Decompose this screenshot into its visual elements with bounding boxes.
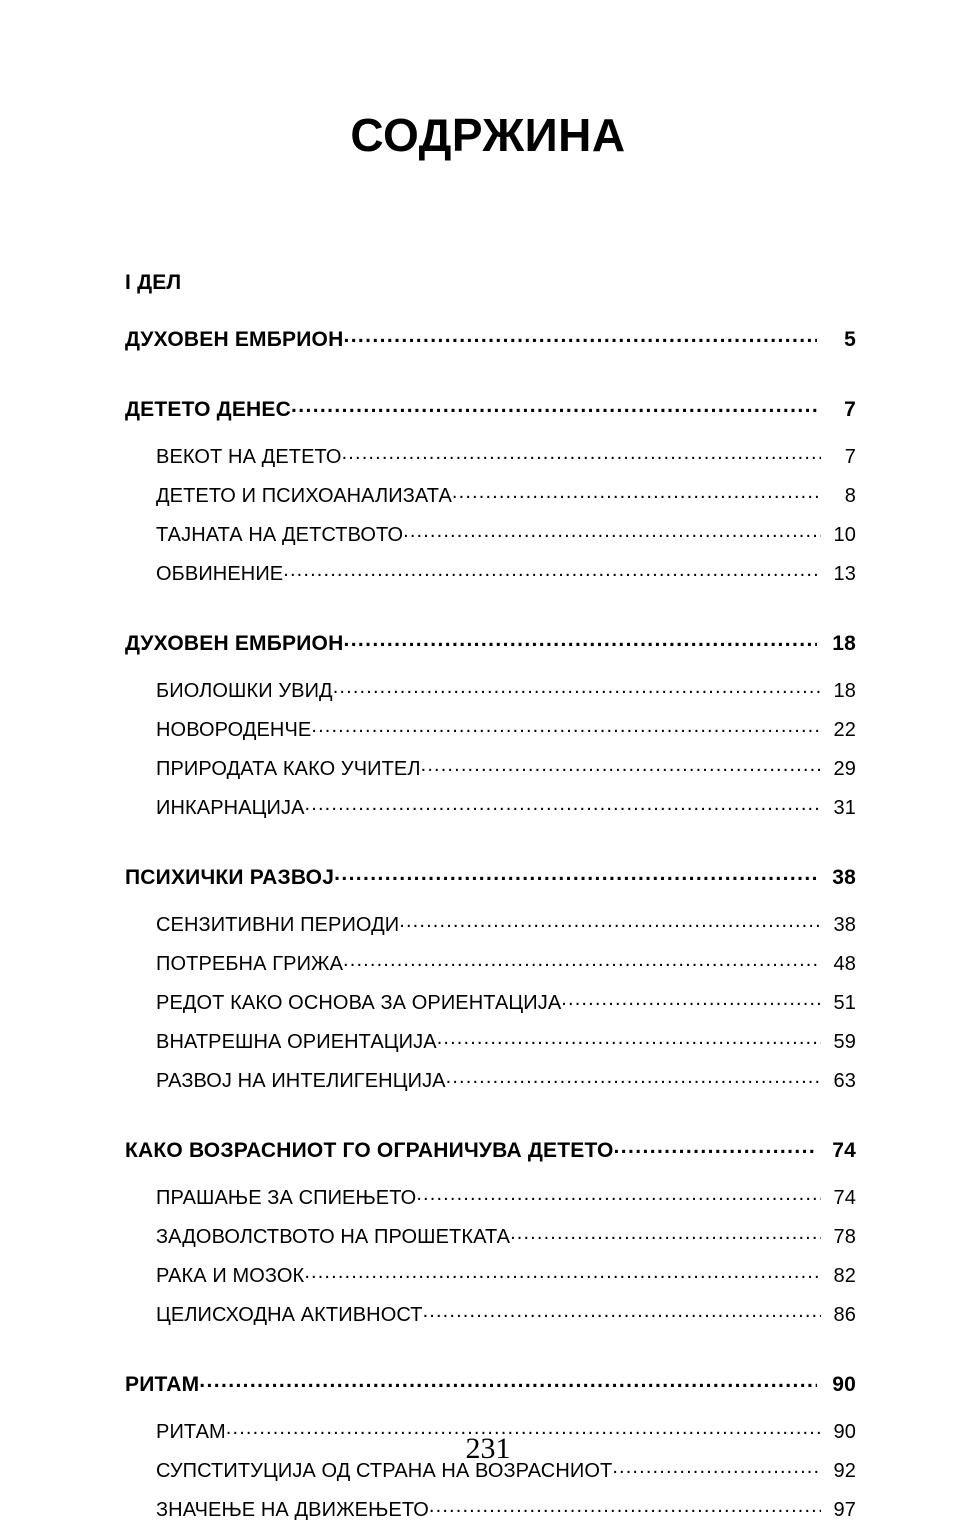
- toc-entry-page-number: 13: [833, 563, 856, 585]
- toc-entry-page-number: 5: [844, 328, 856, 351]
- dot-leader: [199, 1370, 817, 1391]
- toc-entry-label: РАКА И МОЗОК: [156, 1265, 305, 1287]
- toc-chapter-row[interactable]: [125, 629, 856, 654]
- toc-entry-page-number: 7: [844, 398, 856, 421]
- toc-entry-label: СЕНЗИТИВНИ ПЕРИОДИ: [156, 914, 400, 936]
- section-spacer: [125, 350, 856, 395]
- dot-leader: [446, 1067, 821, 1087]
- toc-entry-label: РЕДОТ КАКО ОСНОВА ЗА ОРИЕНТАЦИЈА: [156, 992, 562, 1014]
- dot-leader: [334, 863, 817, 884]
- toc-entry-page-number: 38: [833, 914, 856, 936]
- toc-entry-page-number: 7: [844, 446, 856, 468]
- page-title: СОДРЖИНА: [350, 109, 626, 161]
- dot-leader: [304, 1262, 821, 1282]
- toc-entry-label: БИОЛОШКИ УВИД: [156, 680, 333, 702]
- dot-leader: [561, 989, 821, 1009]
- section-spacer: [125, 888, 856, 911]
- dot-leader: [342, 443, 821, 463]
- toc-entry-page-number: 78: [833, 1226, 856, 1248]
- toc-section-row[interactable]: [156, 1067, 856, 1091]
- toc-section-row[interactable]: [156, 1184, 856, 1208]
- toc-chapter-row[interactable]: [125, 1370, 856, 1395]
- dot-leader: [403, 521, 821, 541]
- dot-leader: [416, 1184, 821, 1204]
- toc-entry-label: ВЕКОТ НА ДЕТЕТО: [156, 446, 342, 468]
- toc-entry-page-number: 18: [832, 632, 856, 655]
- dot-leader: [429, 1496, 821, 1516]
- dot-leader: [343, 325, 817, 346]
- section-spacer: [125, 420, 856, 443]
- toc-entry-page-number: 74: [833, 1187, 856, 1209]
- toc-section-row[interactable]: [156, 1028, 856, 1052]
- dot-leader: [423, 1301, 821, 1321]
- toc-entry-label: ЗНАЧЕЊЕ НА ДВИЖЕЊЕТО: [156, 1499, 429, 1521]
- toc-section-row[interactable]: [156, 521, 856, 545]
- toc-entry-page-number: 22: [833, 719, 856, 741]
- toc-section-row[interactable]: [156, 794, 856, 818]
- toc-entry-page-number: 59: [833, 1031, 856, 1053]
- toc-list: [125, 272, 856, 1520]
- toc-entry-page-number: 74: [832, 1139, 856, 1162]
- toc-entry-label: РИТАМ: [125, 1373, 200, 1396]
- dot-leader: [614, 1136, 817, 1157]
- dot-leader: [437, 1028, 821, 1048]
- toc-entry-label: РАЗВОЈ НА ИНТЕЛИГЕНЦИЈА: [156, 1070, 446, 1092]
- toc-entry-page-number: 29: [833, 758, 856, 780]
- toc-section-row[interactable]: [156, 1223, 856, 1247]
- toc-entry-page-number: 90: [832, 1373, 856, 1396]
- toc-section-row[interactable]: [156, 560, 856, 584]
- dot-leader: [291, 395, 817, 416]
- toc-section-row[interactable]: [156, 716, 856, 740]
- dot-leader: [305, 794, 821, 814]
- dot-leader: [343, 950, 821, 970]
- toc-entry-label: ТАЈНАТА НА ДЕТСТВОТО: [156, 524, 404, 546]
- toc-section-row[interactable]: [156, 989, 856, 1013]
- toc-entry-label: ПОТРЕБНА ГРИЖА: [156, 953, 344, 975]
- page-number-footer: 231: [465, 1432, 511, 1465]
- toc-entry-label: ЗАДОВОЛСТВОТО НА ПРОШЕТКАТА: [156, 1226, 511, 1248]
- toc-entry-label: ПСИХИЧКИ РАЗВОЈ: [125, 866, 335, 889]
- toc-section-row[interactable]: [156, 911, 856, 935]
- part-label: I ДЕЛ: [125, 271, 182, 294]
- toc-entry-label: ДЕТЕТО И ПСИХОАНАЛИЗАТА: [156, 485, 452, 507]
- dot-leader: [311, 716, 821, 736]
- dot-leader: [399, 911, 821, 931]
- toc-entry-label: ВНАТРЕШНА ОРИЕНТАЦИЈА: [156, 1031, 437, 1053]
- toc-entry-label: НОВОРОДЕНЧЕ: [156, 719, 312, 741]
- toc-entry-page-number: 10: [833, 524, 856, 546]
- toc-entry-label: РИТАМ: [156, 1421, 226, 1443]
- toc-section-row[interactable]: [156, 755, 856, 779]
- toc-chapter-row[interactable]: [125, 1136, 856, 1161]
- toc-entry-label: ИНКАРНАЦИЈА: [156, 797, 305, 819]
- toc-chapter-row[interactable]: [125, 325, 856, 350]
- toc-entry-page-number: 38: [832, 866, 856, 889]
- toc-entry-page-number: 51: [833, 992, 856, 1014]
- toc-chapter-row[interactable]: [125, 395, 856, 420]
- toc-section-row[interactable]: [156, 1301, 856, 1325]
- section-spacer: [125, 1395, 856, 1418]
- section-spacer: [125, 584, 856, 629]
- toc-section-row[interactable]: [156, 1496, 856, 1520]
- toc-entry-label: ДУХОВЕН ЕМБРИОН: [125, 632, 344, 655]
- section-spacer: [125, 818, 856, 863]
- toc-entry-label: ДУХОВЕН ЕМБРИОН: [125, 328, 344, 351]
- toc-entry-page-number: 90: [833, 1421, 856, 1443]
- section-spacer: [125, 654, 856, 677]
- toc-chapter-row[interactable]: [125, 863, 856, 888]
- dot-leader: [283, 560, 821, 580]
- toc-entry-page-number: 86: [833, 1304, 856, 1326]
- section-spacer: [125, 1161, 856, 1184]
- toc-entry-label: ОБВИНЕНИЕ: [156, 563, 284, 585]
- dot-leader: [421, 755, 821, 775]
- toc-section-row[interactable]: [156, 1262, 856, 1286]
- toc-entry-label: ДЕТЕТО ДЕНЕС: [125, 398, 291, 421]
- toc-entry-page-number: 92: [833, 1460, 856, 1482]
- toc-entry-label: ЦЕЛИСХОДНА АКТИВНОСТ: [156, 1304, 423, 1326]
- toc-entry-page-number: 82: [833, 1265, 856, 1287]
- dot-leader: [333, 677, 821, 697]
- toc-entries-container: [125, 325, 856, 1520]
- toc-entry-label: ПРАШАЊЕ ЗА СПИЕЊЕТО: [156, 1187, 417, 1209]
- dot-leader: [343, 629, 817, 650]
- toc-entry-page-number: 97: [833, 1499, 856, 1521]
- toc-entry-page-number: 63: [833, 1070, 856, 1092]
- toc-entry-page-number: 48: [833, 953, 856, 975]
- toc-section-row[interactable]: [156, 677, 856, 701]
- toc-entry-page-number: 31: [833, 797, 856, 819]
- dot-leader: [452, 482, 821, 502]
- section-spacer: [125, 1091, 856, 1136]
- toc-section-row[interactable]: [156, 950, 856, 974]
- toc-entry-page-number: 18: [833, 680, 856, 702]
- dot-leader: [510, 1223, 821, 1243]
- toc-entry-page-number: 8: [844, 485, 856, 507]
- toc-entry-label: ПРИРОДАТА КАКО УЧИТЕЛ: [156, 758, 421, 780]
- toc-section-row[interactable]: [156, 443, 856, 467]
- toc-section-row[interactable]: [156, 482, 856, 506]
- toc-entry-label: СУПСТИТУЦИЈА ОД СТРАНА НА ВОЗРАСНИОТ: [156, 1460, 613, 1482]
- section-spacer: [125, 1325, 856, 1370]
- toc-entry-label: КАКО ВОЗРАСНИОТ ГО ОГРАНИЧУВА ДЕТЕТО: [125, 1139, 614, 1162]
